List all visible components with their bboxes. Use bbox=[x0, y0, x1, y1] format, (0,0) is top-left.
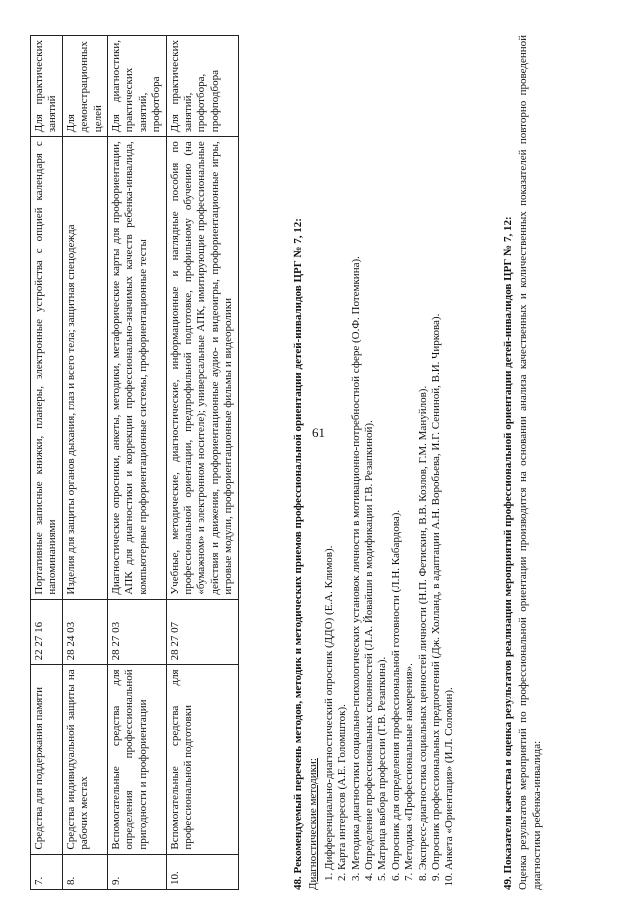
section-48 bbox=[292, 35, 457, 890]
section-49 bbox=[502, 35, 544, 890]
means-name-cell: Средства для поддержания памяти bbox=[31, 665, 63, 854]
diagnostic-methods-subheading: Диагностические методики: bbox=[307, 758, 320, 890]
row-number: 8. bbox=[62, 854, 107, 889]
means-name-cell: Вспомогательные средства для профессиональной подготовки bbox=[166, 665, 238, 854]
purpose-cell: Для практических занятий, профотбора, профподбора bbox=[166, 36, 238, 137]
row-number: 7. bbox=[31, 854, 63, 889]
list-item: 9. Опросник профессиональных предпочтений (Дж. Холланд, в адаптации А.Н. Воробьева, И.Г. Сениной, В.И. Чиркова). bbox=[430, 35, 443, 870]
section-48-title: 48. Рекомендуемый перечень методов, методик и методических приемов профессиональной ориентации детей-инвалидов ЦРГ № 7, 12: bbox=[292, 218, 304, 890]
list-item: 4. Определение профессиональных склонностей (Л.А. Йовайши в модификации Г.В. Резапкиной). bbox=[363, 35, 376, 870]
table-row bbox=[166, 36, 238, 890]
page-number: 61 bbox=[312, 425, 325, 440]
table-row bbox=[31, 36, 63, 890]
list-item: 6. Опросник для определения профессиональной готовности (Л.Н. Кабардова). bbox=[390, 35, 403, 870]
list-item: 5. Матрица выбора профессии (Г.В. Резапкина). bbox=[376, 35, 389, 870]
purpose-cell: Для практических занятий bbox=[31, 36, 63, 137]
means-description-cell: Портативные записные книжки, планеры, электронные устройства с опцией календаря с напоминаниями bbox=[31, 137, 63, 599]
list-item: 3. Методика диагностики социально-психологических установок личности в мотивационно-потребностной сфере (О.Ф. Потемкина). bbox=[350, 35, 363, 870]
row-number: 10. bbox=[166, 854, 238, 889]
means-description-cell: Диагностические опросники, анкеты, методики, метафорические карты для профориентации, АПК для диагностики и коррекции профессионально-значимых качеств ребенка-инвалида, компьютерные профориентационные системы, профориентационные тесты bbox=[108, 137, 167, 599]
table-row bbox=[108, 36, 167, 890]
section-49-title: 49. Показатели качества и оценка результатов реализации мероприятий профессиональной ориентации детей-инвалидов ЦРГ № 7, 12: bbox=[502, 216, 514, 890]
list-item: 1. Дифференциально-диагностический опросник (ДДО) (Е.А. Климов). bbox=[323, 35, 336, 870]
diagnostic-methods-list bbox=[323, 35, 457, 890]
table-row bbox=[62, 36, 107, 890]
row-number: 9. bbox=[108, 854, 167, 889]
rotated-document-content bbox=[30, 35, 600, 890]
rehabilitation-means-table bbox=[30, 35, 239, 890]
means-name-cell: Средства индивидуальной защиты на рабочих местах bbox=[62, 665, 107, 854]
means-description-cell: Учебные, методические, диагностические, информационные и наглядные пособия по профессиональной ориентации, предпрофильной подготовке, профильному обучению (на «бумажном» и электронном носителе); универсальные АПК, имитирующие профессиональные действия и движения, профориентационные аудио- и видеоигры, профориентационные игры, игровые модули, профориентационные фильмы и видеоролики bbox=[166, 137, 238, 599]
means-name-cell: Вспомогательные средства для определения профессиональной пригодности и профориентации bbox=[108, 665, 167, 854]
purpose-cell: Для диагностики, практических занятий, профотбора bbox=[108, 36, 167, 137]
classification-code-cell: 28 24 03 bbox=[62, 599, 107, 665]
section-49-paragraph: Оценка результатов мероприятий по профессиональной ориентации производится на основании анализа качественных и количественных показателей повторно проведенной диагностики ребенка-инвалида: bbox=[517, 35, 543, 890]
purpose-cell: Для демонстрационных целей bbox=[62, 36, 107, 137]
classification-code-cell: 22 27 16 bbox=[31, 599, 63, 665]
list-item: 2. Карта интересов (А.Е. Голомшток). bbox=[336, 35, 349, 870]
list-item: 10. Анкета «Ориентация» (И.Л. Соломин). bbox=[443, 35, 456, 870]
classification-code-cell: 28 27 07 bbox=[166, 599, 238, 665]
classification-code-cell: 28 27 03 bbox=[108, 599, 167, 665]
list-item: 7. Методика «Профессиональные намерения». bbox=[403, 35, 416, 870]
list-item: 8. Экспресс-диагностика социальных ценностей личности (Н.П. Фетискин, В.В. Козлов, Г.М. Мануйлов). bbox=[417, 35, 430, 870]
means-description-cell: Изделия для защиты органов дыхания, глаз и всего тела; защитная спецодежда bbox=[62, 137, 107, 599]
